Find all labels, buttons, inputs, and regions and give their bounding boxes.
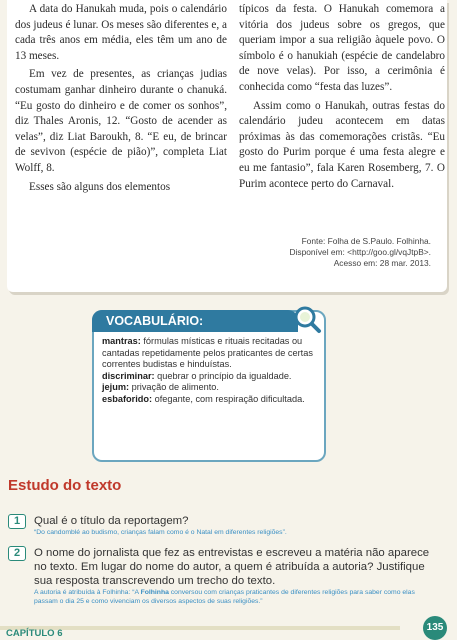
vocabulary-term: discriminar: — [102, 370, 155, 381]
article-paragraph: Esses são alguns dos elementos — [29, 180, 171, 193]
vocabulary-definition: privação de alimento. — [129, 382, 219, 393]
vocabulary-definition: fórmulas místicas e rituais recitadas ou cantadas repetidamente pelos praticantes de certas correntes budistas e hinduístas. — [102, 336, 313, 370]
vocabulary-box — [92, 310, 326, 462]
vocabulary-entry — [102, 336, 316, 371]
question-answer: “Do candomblé ao budismo, crianças falam como é o Natal em diferentes religiões”. — [34, 529, 287, 536]
question-answer — [34, 589, 434, 606]
source-line: Disponível em: <http://goo.gl/vqJtpB>. — [289, 247, 431, 257]
vocabulary-definition: ofegante, com respiração dificultada. — [152, 393, 305, 404]
question-text: Qual é o título da reportagem? — [34, 515, 189, 527]
answer-highlight: Folhinha — [140, 589, 169, 596]
article-paragraph: típicos da festa. O Hanukah comemora a vitória dos judeus sobre os gregos, que queriam impor a sua religião àquele povo. O símbolo é o hanukiah (espécie de candelabro de nove velas). Por isso, a cerimônia é conhecida como “festa das luzes”. — [239, 3, 445, 93]
question-1 — [8, 514, 448, 538]
vocabulary-term: jejum: — [102, 382, 130, 393]
vocabulary-list — [102, 336, 316, 406]
source-line: Fonte: Folha de S.Paulo. Folhinha. — [301, 236, 431, 246]
vocabulary-term: esbaforido: — [102, 393, 153, 404]
article-right-column — [239, 2, 445, 192]
page-footer — [0, 618, 457, 640]
chapter-label: CAPÍTULO 6 — [6, 628, 63, 639]
source-line: Acesso em: 28 mar. 2013. — [333, 258, 431, 268]
vocabulary-entry — [102, 382, 316, 394]
magnifier-icon — [292, 304, 322, 334]
article-paragraph: Em vez de presentes, as crianças judias costumam ganhar dinheiro durante o chanuká. “Eu gosto do dinheiro e de comer os sonhos”, diz Thales Aronis, 12. “Gosto de acender as velas”, diz Liat Baroukh, 8. “E eu, de brincar de sevivon (espécie de pião)”, completa Liat Wolff, 8. — [15, 68, 227, 174]
vocabulary-definition: quebrar o princípio da igualdade. — [154, 370, 292, 381]
vocabulary-entry — [102, 371, 316, 383]
vocabulary-title: VOCABULÁRIO: — [92, 310, 298, 332]
question-number: 1 — [8, 514, 26, 529]
article-paragraph: A data do Hanukah muda, pois o calendário dos judeus é lunar. Os meses são diferentes e, a cada três anos em média, eles têm um ano de 13 meses. — [15, 3, 227, 62]
answer-rest: conversou com crianças praticantes de diferentes religiões para saber como elas passam o dia 25 e como vivenciam os diversos aspectos de suas religiões.” — [34, 589, 415, 605]
vocabulary-term: mantras: — [102, 336, 141, 346]
article-paragraph: Assim como o Hanukah, outras festas do calendário judeu acontecem em datas próximas às das comemorações cristãs. “Eu gosto do Purim porque é uma festa alegre e eu me fantasio”, fala Karen Rosemberg, 7. O Purim acontece perto do Carnaval. — [239, 99, 445, 190]
question-2 — [8, 546, 448, 612]
question-number: 2 — [8, 546, 26, 561]
article-box — [7, 0, 447, 292]
page-number: 135 — [423, 616, 447, 640]
article-left-column — [15, 2, 227, 195]
answer-prefix: A autoria é atribuída à Folhinha: “A — [34, 589, 141, 596]
question-text: O nome do jornalista que fez as entrevistas e escreveu a matéria não aparece no texto. Em lugar do nome do autor, a quem é atribuída a autoria? Justifique sua resposta transcrevendo um trecho do texto. — [34, 547, 430, 588]
article-source — [289, 236, 431, 269]
section-title: Estudo do texto — [8, 477, 122, 494]
vocabulary-entry — [102, 394, 316, 406]
